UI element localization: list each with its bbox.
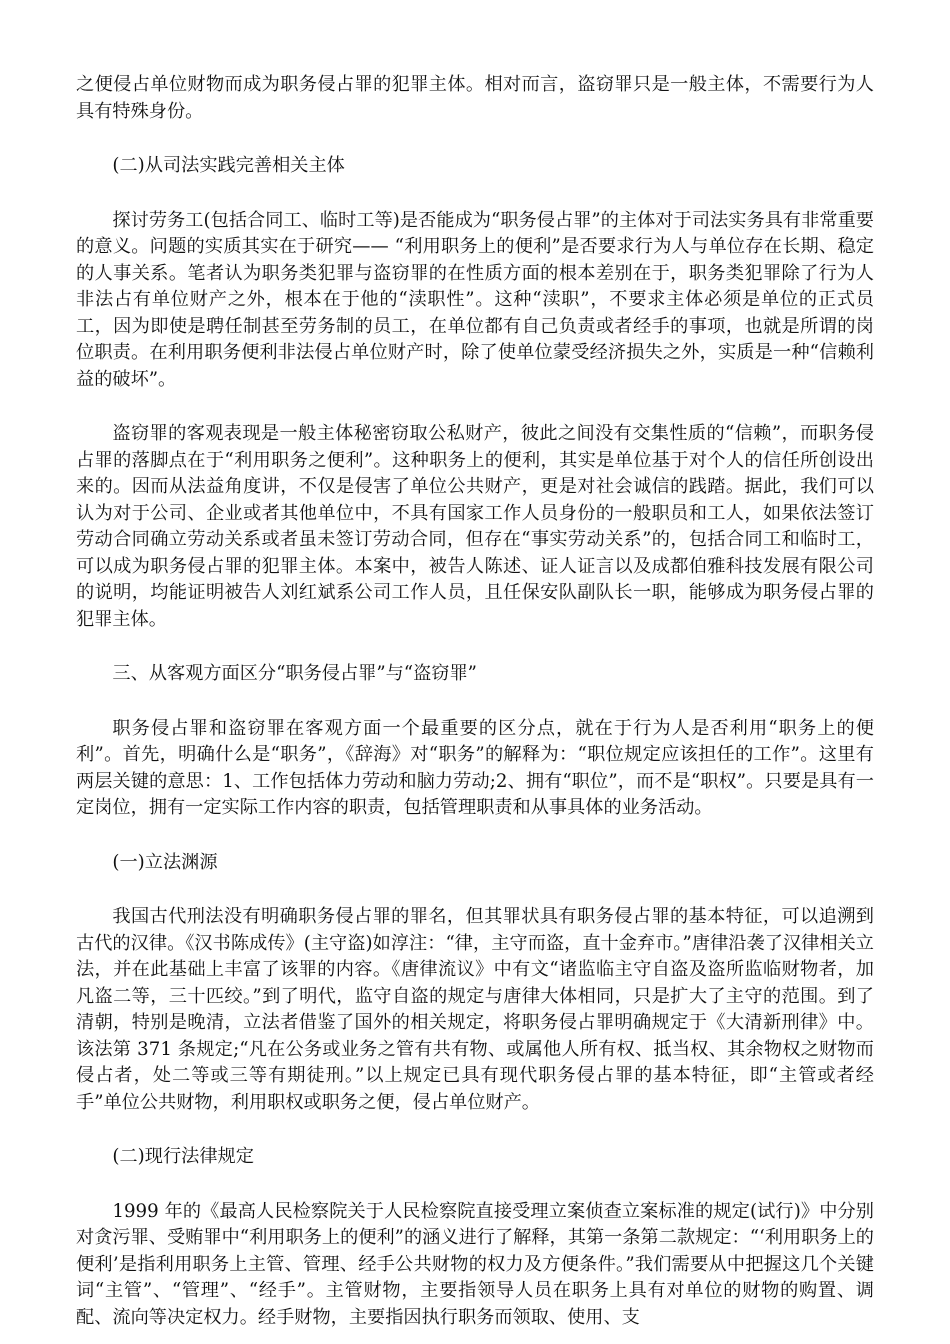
section-heading-legislative-origin: (一)立法渊源 bbox=[112, 851, 218, 873]
paragraph-current-law: 1999 年的《最高人民检察院关于人民检察院直接受理立案侦查立案标准的规定(试行)》中分别对贪污罪、受贿罪中“利用职务上的便利”的涵义进行了解释，其第一条第二款规定：“‘利用职务上的便利’是指利用职务上主管、管理、经手公共财物的权力及方便条件。”我们需要从中把握这几个关键词“主管”、“管理”、“经手”。主管财物，主要指领导人员在职务上具有对单位的财物的购置、调配、流向等决定权力。经手财物，主要指因执行职务而领取、使用、支 bbox=[76, 1200, 874, 1328]
paragraph-labor-workers: 探讨劳务工(包括合同工、临时工等)是否能成为“职务侵占罪”的主体对于司法实务具有非常重要的意义。问题的实质其实在于研究—— “利用职务上的便利”是否要求行为人与单位存在长期、稳定的人事关系。笔者认为职务类犯罪与盗窃罪的在性质方面的根本差别在于，职务类犯罪除了行为人非法占有单位财产之外，根本在于他的“渎职性”。这种“渎职”，不要求主体必须是单位的正式员工，因为即使是聘任制甚至劳务制的员工，在单位都有自己负责或者经手的事项，也就是所谓的岗位职责。在利用职务便利非法侵占单位财产时，除了使单位蒙受经济损失之外，实质是一种“信赖利益的破坏”。 bbox=[76, 209, 874, 390]
section-heading-current-law: (二)现行法律规定 bbox=[112, 1146, 254, 1167]
paragraph-continued: 之便侵占单位财物而成为职务侵占罪的犯罪主体。相对而言，盗窃罪只是一般主体，不需要行为人具有特殊身份。 bbox=[76, 74, 874, 122]
section-heading-objective-aspect: 三、从客观方面区分“职务侵占罪”与“盗窃罪” bbox=[112, 663, 477, 684]
paragraph-legal-history: 我国古代刑法没有明确职务侵占罪的罪名，但其罪状具有职务侵占罪的基本特征，可以追溯到古代的汉律。《汉书陈成传》(主守盗)如淳注：“律，主守而盗，直十金弃市。”唐律沿袭了汉律相关立法，并在此基础上丰富了该罪的内容。《唐律流议》中有文“诸监临主守自盗及盗所监临财物者，加凡盗二等，三十匹绞。”到了明代，监守自盗的规定与唐律大体相同，只是扩大了主守的范围。到了清朝，特别是晚清，立法者借鉴了国外的相关规定，将职务侵占罪明确规定于《大清新刑律》中。该法第 371 条规定;“凡在公务或业务之管有共有物、或属他人所有权、抵当权、其余物权之财物而侵占者，处二等或三等有期徒刑。”以上规定已具有现代职务侵占罪的基本特征，即“主管或者经手”单位公共财物，利用职权或职务之便，侵占单位财产。 bbox=[76, 906, 874, 1113]
section-heading-judicial-practice: (二)从司法实践完善相关主体 bbox=[112, 155, 345, 176]
paragraph-duty-definition: 职务侵占罪和盗窃罪在客观方面一个最重要的区分点，就在于行为人是否利用“职务上的便利”。首先，明确什么是“职务”，《辞海》对“职务”的解释为：“职位规定应该担任的工作”。这里有两层关键的意思：1、工作包括体力劳动和脑力劳动;2、拥有“职位”，而不是“职权”。只要是具有一定岗位，拥有一定实际工作内容的职责，包括管理职责和从事具体的业务活动。 bbox=[76, 717, 874, 818]
paragraph-theft-vs-embezzlement: 盗窃罪的客观表现是一般主体秘密窃取公私财产，彼此之间没有交集性质的“信赖”，而职务侵占罪的落脚点在于“利用职务之便利”。这种职务上的便利，其实是单位基于对个人的信任所创设出来的。因而从法益角度讲，不仅是侵害了单位公共财产，更是对社会诚信的践踏。据此，我们可以认为对于公司、企业或者其他单位中，不具有国家工作人员身份的一般职员和工人，如果依法签订劳动合同确立劳动关系或者虽未签订劳动合同，但存在“事实劳动关系”的，包括合同工和临时工，可以成为职务侵占罪的犯罪主体。本案中，被告人陈述、证人证言以及成都伯雅科技发展有限公司的说明，均能证明被告人刘红斌系公司工作人员，且任保安队副队长一职，能够成为职务侵占罪的犯罪主体。 bbox=[76, 423, 874, 630]
